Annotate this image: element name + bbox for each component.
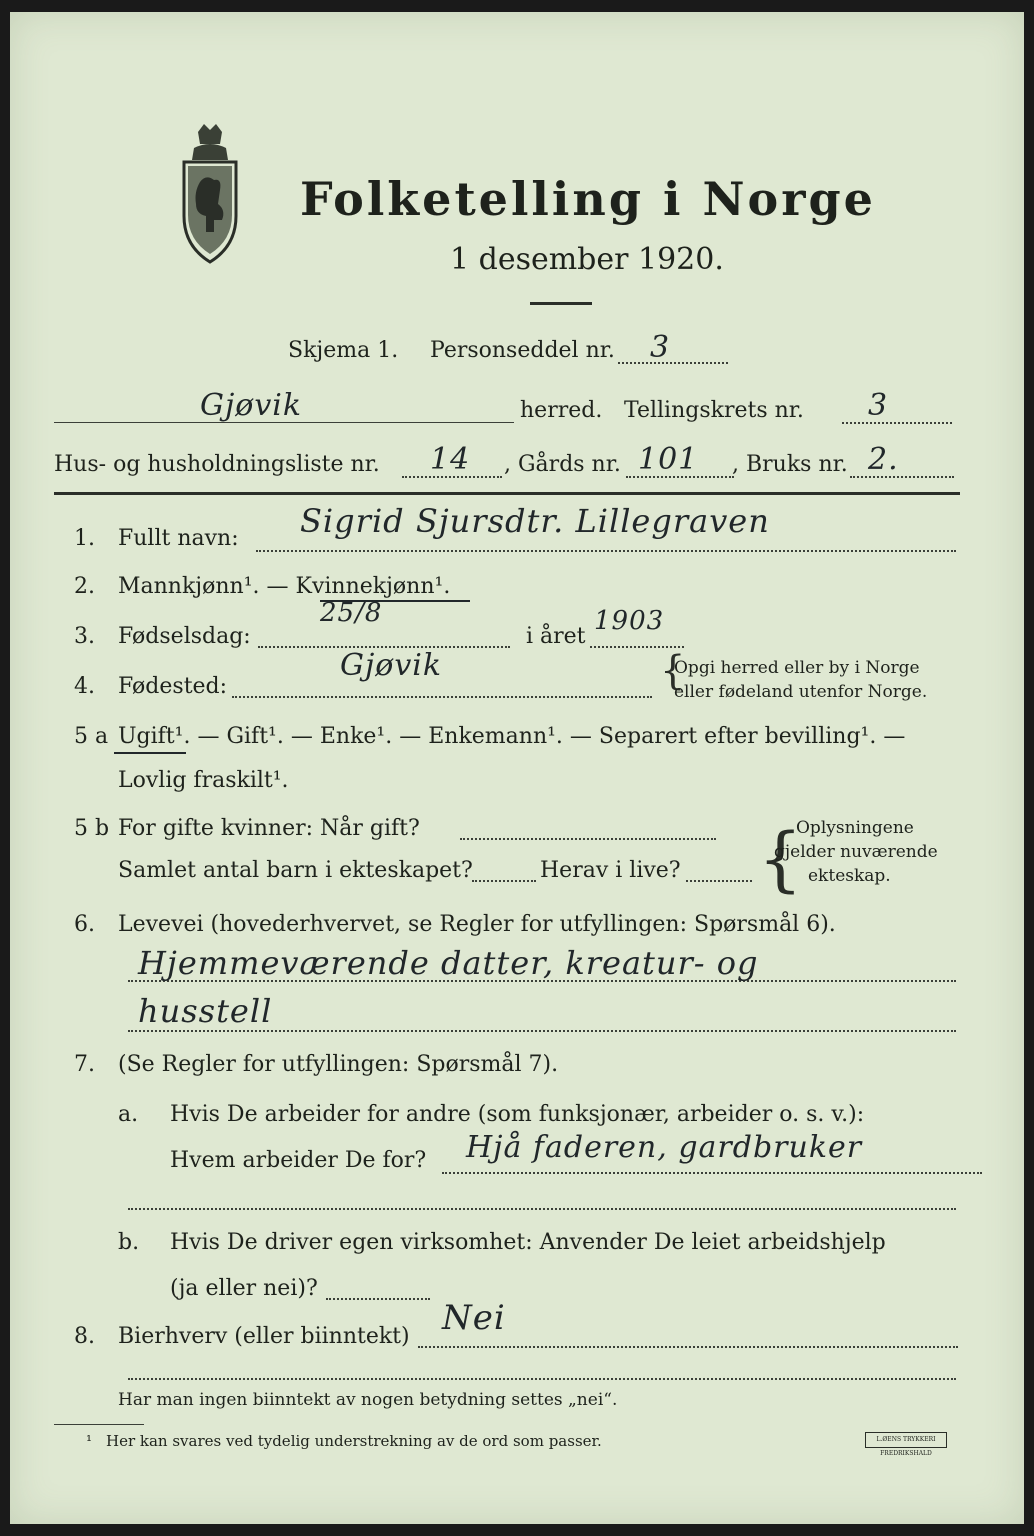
q5b-label: For gifte kvinner: Når gift? — [118, 816, 420, 841]
q7a-letter: a. — [118, 1102, 139, 1127]
form-subtitle: 1 desember 1920. — [450, 242, 724, 277]
q7a-label: Hvis De arbeider for andre (som funksjonær, arbeider o. s. v.): — [170, 1102, 865, 1127]
title-divider — [530, 302, 592, 305]
q5a-label-line2: Lovlig fraskilt¹. — [118, 768, 289, 793]
q2-number: 2. — [74, 574, 95, 599]
bruks-value: 2. — [868, 442, 899, 477]
q5a-number: 5 a — [74, 724, 109, 749]
coat-of-arms-icon — [170, 120, 250, 270]
q8-label: Bierhverv (eller biinntekt) — [118, 1324, 410, 1349]
q5b-note-line2: gjelder nuværende — [774, 842, 938, 862]
q2-label: Mannkjønn¹. — Kvinnekjønn¹. — [118, 574, 451, 599]
q7b-label: Hvis De driver egen virksomhet: Anvender De leiet arbeidshjelp — [170, 1230, 886, 1255]
bruks-label: , Bruks nr. — [732, 452, 848, 477]
q4-label: Fødested: — [118, 674, 228, 699]
q3-label: Fødselsdag: — [118, 624, 251, 649]
q3-value: 25/8 — [320, 598, 383, 628]
q5b-number: 5 b — [74, 816, 110, 841]
q4-note-line2: eller fødeland utenfor Norge. — [674, 682, 928, 702]
husliste-label: Hus- og husholdningsliste nr. — [54, 452, 380, 477]
q5a-label: Ugift¹. — Gift¹. — Enke¹. — Enkemann¹. — Separert efter bevilling¹. — — [118, 724, 906, 749]
form-title: Folketelling i Norge — [300, 172, 876, 226]
q7-number: 7. — [74, 1052, 95, 1077]
q7b-label-line2: (ja eller nei)? — [170, 1276, 318, 1301]
gards-label: , Gårds nr. — [504, 452, 621, 477]
personseddel-value: 3 — [650, 330, 671, 365]
gards-value: 101 — [638, 442, 699, 477]
q8-note: Har man ingen biinntekt av nogen betydning settes „nei“. — [118, 1390, 618, 1410]
q1-label: Fullt navn: — [118, 526, 239, 551]
personseddel-label: Personseddel nr. — [430, 338, 615, 363]
q5b-label-line3: Herav i live? — [540, 858, 681, 883]
q8-number: 8. — [74, 1324, 95, 1349]
herred-value: Gjøvik — [200, 388, 303, 423]
census-form: Folketelling i Norge 1 desember 1920. Skjema 1. Personseddel nr. 3 Gjøvik herred. Tellingskrets nr. 3 Hus- og husholdningsliste nr. 14 , Gårds nr. 101 , Bruks nr. 2. 1. Fullt navn: Sigrid Sjursdtr. Lillegraven 2. Mannkjønn¹. — Kvinnekjønn¹. 3. Fødselsdag: 25/8 i året 1903 4. Fødested: Gjøvik { Opgi herred eller by i Norge eller fødeland utenfor Norge. 5 a Ugift¹. — Gift¹. — Enke¹. — Enkemann¹. — Separert efter bevilling¹. — Lovlig fraskilt¹. 5 b For gifte kvinner: Når gift? Samlet antal barn i ekteskapet? Herav i live? { Oplysningene gjelder nuværende ekteskap. 6. Levevei (hovederhvervet, se Regler for utfyllingen: Spørsmål 6). Hjemmeværende datter, kreatur- og husstell 7. (Se Regler for utfyllingen: Spørsmål 7). a. Hvis De arbeider for andre (som funksjonær, arbeider o. s. v.): Hvem arbeider De for? Hjå faderen, gardbruker b. Hvis De driver egen virksomhet: Anvender De leiet arbeidshjelp (ja eller nei)? 8. Bierhverv (eller biinntekt) Nei Har man ingen biinntekt av nogen betydning settes „nei“. ¹ Her kan svares ved tydelig understrekning av de ord som passer. L.ØENS TRYKKERI FREDRIKSHALD — [10, 12, 1024, 1524]
q6-value-line2: husstell — [138, 992, 273, 1030]
tellingskrets-label: Tellingskrets nr. — [624, 398, 804, 423]
q5b-note-line1: Oplysningene — [796, 818, 914, 838]
q3-number: 3. — [74, 624, 95, 649]
q1-number: 1. — [74, 526, 95, 551]
husliste-value: 14 — [430, 442, 471, 477]
herred-label: herred. — [520, 398, 603, 423]
tellingskrets-value: 3 — [868, 388, 889, 423]
q7a-label-line2: Hvem arbeider De for? — [170, 1148, 427, 1173]
ugift-underline — [114, 752, 186, 754]
q8-value: Nei — [442, 1298, 506, 1338]
section-divider — [54, 492, 960, 495]
q5b-note-line3: ekteskap. — [808, 866, 891, 886]
q7a-value: Hjå faderen, gardbruker — [466, 1130, 863, 1165]
skjema-label: Skjema 1. — [288, 338, 399, 363]
q4-note-line1: Opgi herred eller by i Norge — [674, 658, 920, 678]
q6-number: 6. — [74, 912, 95, 937]
q1-value: Sigrid Sjursdtr. Lillegraven — [300, 502, 770, 540]
footnote-text: Her kan svares ved tydelig understrekning av de ord som passer. — [106, 1432, 602, 1450]
q5b-label-line2: Samlet antal barn i ekteskapet? — [118, 858, 473, 883]
footnote-mark: ¹ — [86, 1432, 93, 1450]
printer-stamp: L.ØENS TRYKKERI FREDRIKSHALD — [865, 1432, 947, 1448]
q4-number: 4. — [74, 674, 95, 699]
q3-year-label: i året — [526, 624, 586, 649]
q7-label: (Se Regler for utfyllingen: Spørsmål 7). — [118, 1052, 559, 1077]
q7b-letter: b. — [118, 1230, 140, 1255]
q6-label: Levevei (hovederhvervet, se Regler for utfyllingen: Spørsmål 6). — [118, 912, 836, 937]
q4-value: Gjøvik — [340, 648, 443, 683]
q6-value-line1: Hjemmeværende datter, kreatur- og — [138, 944, 759, 982]
q3-year-value: 1903 — [594, 606, 665, 636]
